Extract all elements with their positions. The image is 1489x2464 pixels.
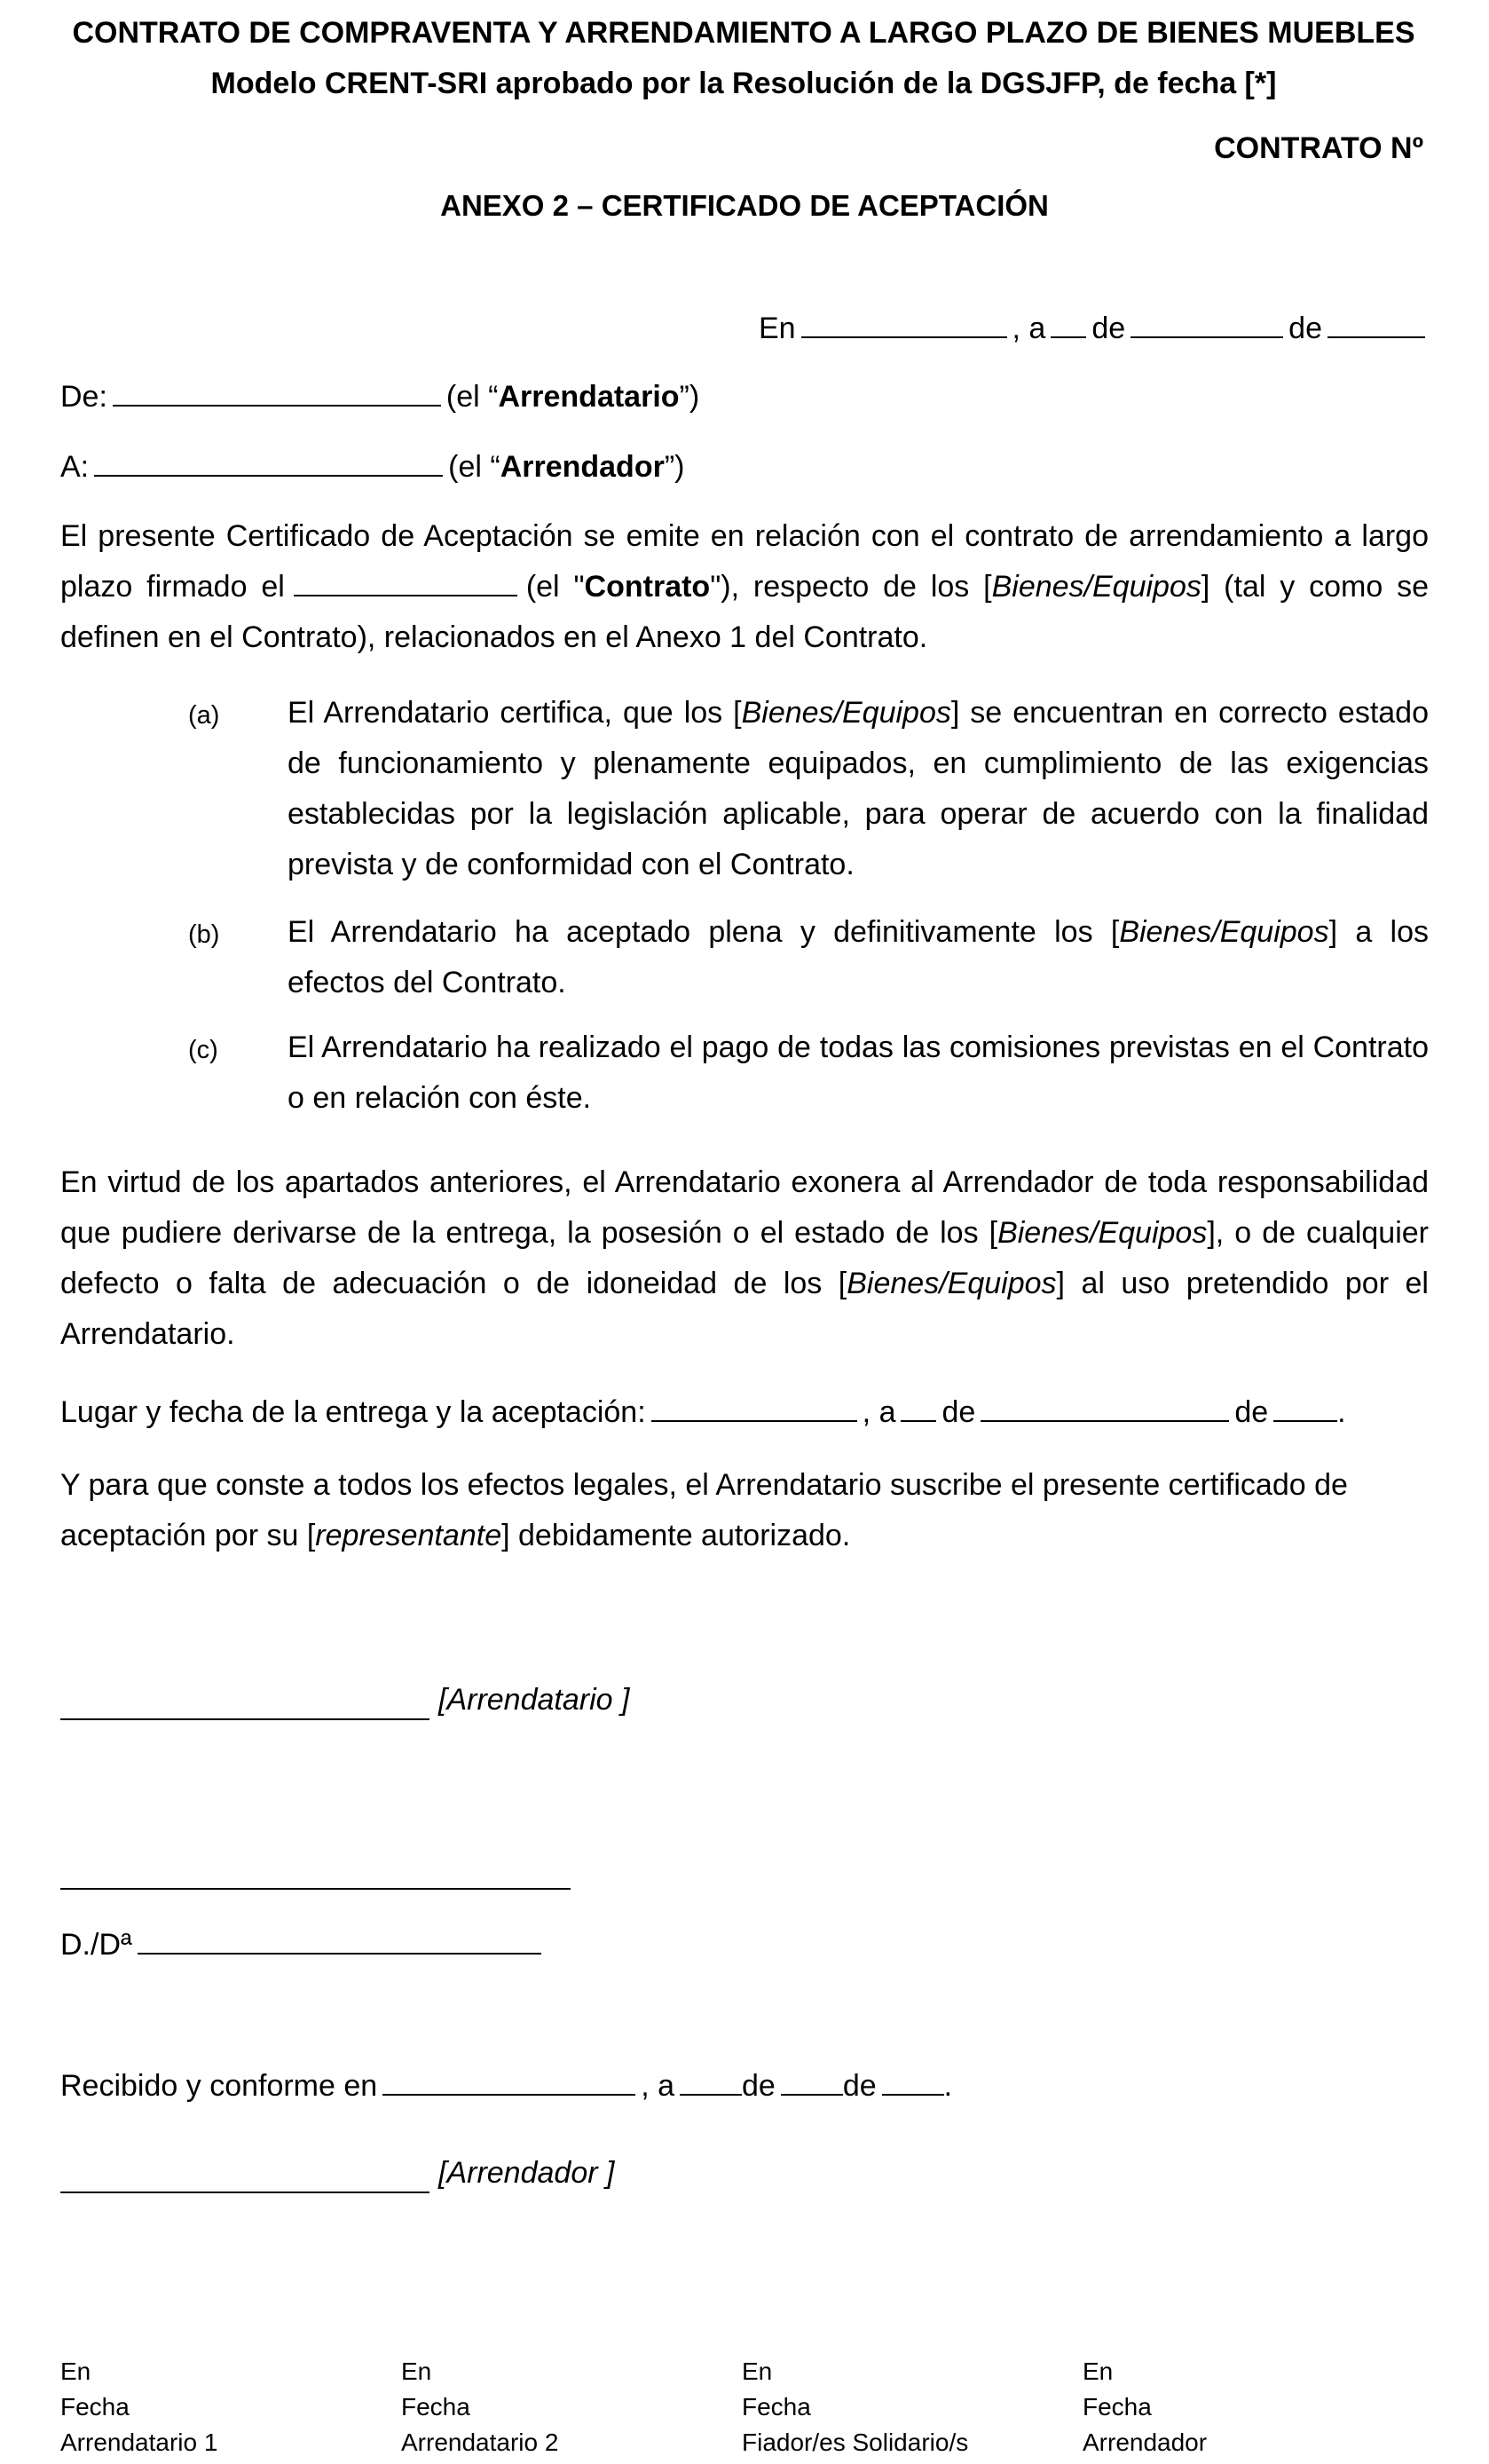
to-label: A: [60,450,90,484]
item-b-pre: El Arrendatario ha aceptado plena y definitivamente los [ [288,915,1120,949]
footer-column-arrendatario-2 [401,2354,558,2460]
to-line [60,449,684,485]
footer-en: En [60,2357,91,2385]
delivery-label: Lugar y fecha de la entrega y la aceptación: [60,1395,646,1429]
contract-date-blank[interactable] [294,570,517,596]
exoneration-italic-1: Bienes/Equipos [997,1216,1208,1250]
delivery-day-prefix: , a [862,1395,896,1429]
intro-text-1: El presente Certificado de Aceptación se emite en relación con el contrato de arrendamiento a largo plazo firmado el [60,519,1429,604]
representative-name-line [60,1927,547,1963]
footer-party: Fiador/es Solidario/s [742,2428,969,2456]
from-role: Arrendatario [498,380,680,414]
from-blank[interactable] [113,380,441,407]
to-role-post: ”) [664,450,685,484]
received-year-blank[interactable] [882,2069,944,2096]
item-b-post: ] a los efectos del Contrato. [288,915,1429,999]
year-blank[interactable] [1327,312,1425,338]
intro-text-3: "), respecto de los [ [710,570,992,604]
arrendador-signature-label: [Arrendador ] [438,2156,615,2190]
document-title: CONTRATO DE COMPRAVENTA Y ARRENDAMIENTO A LARGO PLAZO DE BIENES MUEBLES [72,16,1415,50]
year-prefix: de [1288,312,1322,345]
item-a-italic: Bienes/Equipos [741,696,951,730]
footer-fecha: Fecha [401,2393,470,2421]
received-label: Recibido y conforme en [60,2069,378,2103]
received-end: . [943,2069,953,2103]
footer-en: En [1083,2357,1114,2385]
contract-defined-term: Contrato [584,570,711,604]
item-a-pre: El Arrendatario certifica, que los [ [288,696,742,730]
delivery-place-blank[interactable] [651,1395,857,1422]
delivery-month-prefix: de [941,1395,976,1429]
received-month-blank[interactable] [781,2069,843,2096]
place-blank[interactable] [801,312,1007,338]
footer-column-arrendador [1083,2354,1207,2460]
footer-en: En [401,2357,432,2385]
delivery-year-prefix: de [1234,1395,1269,1429]
footer-party: Arrendatario 1 [60,2428,218,2456]
exoneration-text-3: ] al uso pretendido por el Arrendatario. [60,1267,1429,1351]
representative-name-blank[interactable] [138,1928,541,1955]
footer-party: Arrendador [1083,2428,1208,2456]
item-a-post: ] se encuentran en correcto estado de funcionamiento y plenamente equipados, en cumplimiento de las exigencias establecidas por la legislación aplicable, para operar de acuerdo con la finalidad prevista y de conformidad con el Contrato. [288,696,1429,881]
arrendador-signature-line[interactable] [60,2192,429,2193]
closing-italic: representante [315,1519,502,1552]
item-b-text [288,907,1429,1008]
day-blank[interactable] [1051,312,1086,338]
don-dona-label: D./Dª [60,1928,132,1962]
from-role-post: ”) [679,380,700,414]
received-day-blank[interactable] [680,2069,742,2096]
delivery-day-blank[interactable] [901,1395,936,1422]
intro-text-2: (el " [525,570,585,604]
from-line [60,379,699,415]
assets-term: Bienes/Equipos [991,570,1201,604]
closing-text-1: Y para que conste a todos los efectos legales, el Arrendatario suscribe el presente certificado de aceptación por su [ [60,1468,1348,1552]
exoneration-italic-2: Bienes/Equipos [847,1267,1057,1300]
model-subtitle: Modelo CRENT-SRI aprobado por la Resolución de la DGSJFP, de fecha [*] [210,67,1277,100]
footer-column-fiador [742,2354,968,2460]
exoneration-text-2: ], o de cualquier defecto o falta de adecuación o de idoneidad de los [ [60,1216,1430,1300]
month-blank[interactable] [1131,312,1283,338]
closing-paragraph [60,1460,1429,1561]
exoneration-text-1: En virtud de los apartados anteriores, el Arrendatario exonera al Arrendador de toda responsabilidad que pudiere derivarse de la entrega, la posesión o el estado de los [ [60,1165,1429,1250]
item-c-pre: El Arrendatario ha realizado el pago de todas las comisiones previstas en el Contrato o en relación con éste. [288,1031,1429,1115]
delivery-year-blank[interactable] [1273,1395,1337,1422]
footer-en: En [742,2357,773,2385]
arrendatario-signature-label: [Arrendatario ] [438,1683,630,1717]
footer-column-arrendatario-1 [60,2354,217,2460]
arrendatario-signature-line[interactable] [60,1718,429,1720]
to-role: Arrendador [500,450,665,484]
exoneration-paragraph [60,1157,1429,1360]
footer-fecha: Fecha [742,2393,811,2421]
intro-paragraph [60,511,1429,663]
place-date-line [759,311,1425,346]
delivery-end: . [1337,1395,1346,1429]
item-b-label: (b) [188,920,220,949]
received-place-blank[interactable] [382,2069,635,2096]
delivery-line [60,1394,1346,1430]
annex-title: ANEXO 2 – CERTIFICADO DE ACEPTACIÓN [440,189,1049,222]
contract-number-label: CONTRATO Nº [1214,131,1423,165]
from-role-pre: (el “ [445,380,499,414]
received-day-prefix: , a [641,2069,674,2103]
item-b-italic: Bienes/Equipos [1119,915,1329,949]
day-prefix: , a [1012,312,1046,345]
closing-text-2: ] debidamente autorizado. [501,1519,851,1552]
item-c-label: (c) [188,1036,218,1064]
month-prefix: de [1091,312,1126,345]
footer-party: Arrendatario 2 [401,2428,559,2456]
received-line [60,2068,952,2104]
intro-text-4: ] (tal y como se definen en el Contrato), relacionados en el Anexo 1 del Contrato. [60,570,1430,654]
item-a-text [288,688,1429,890]
to-role-pre: (el “ [448,450,500,484]
from-label: De: [60,380,107,414]
item-a-label: (a) [188,701,220,730]
representative-signature-line[interactable] [60,1888,571,1890]
delivery-month-blank[interactable] [981,1395,1229,1422]
place-label: En [758,312,796,345]
footer-fecha: Fecha [60,2393,130,2421]
to-blank[interactable] [94,450,443,477]
footer-fecha: Fecha [1083,2393,1152,2421]
item-c-text [288,1023,1429,1124]
received-month-prefix: de [742,2069,776,2103]
received-year-prefix: de [842,2069,877,2103]
